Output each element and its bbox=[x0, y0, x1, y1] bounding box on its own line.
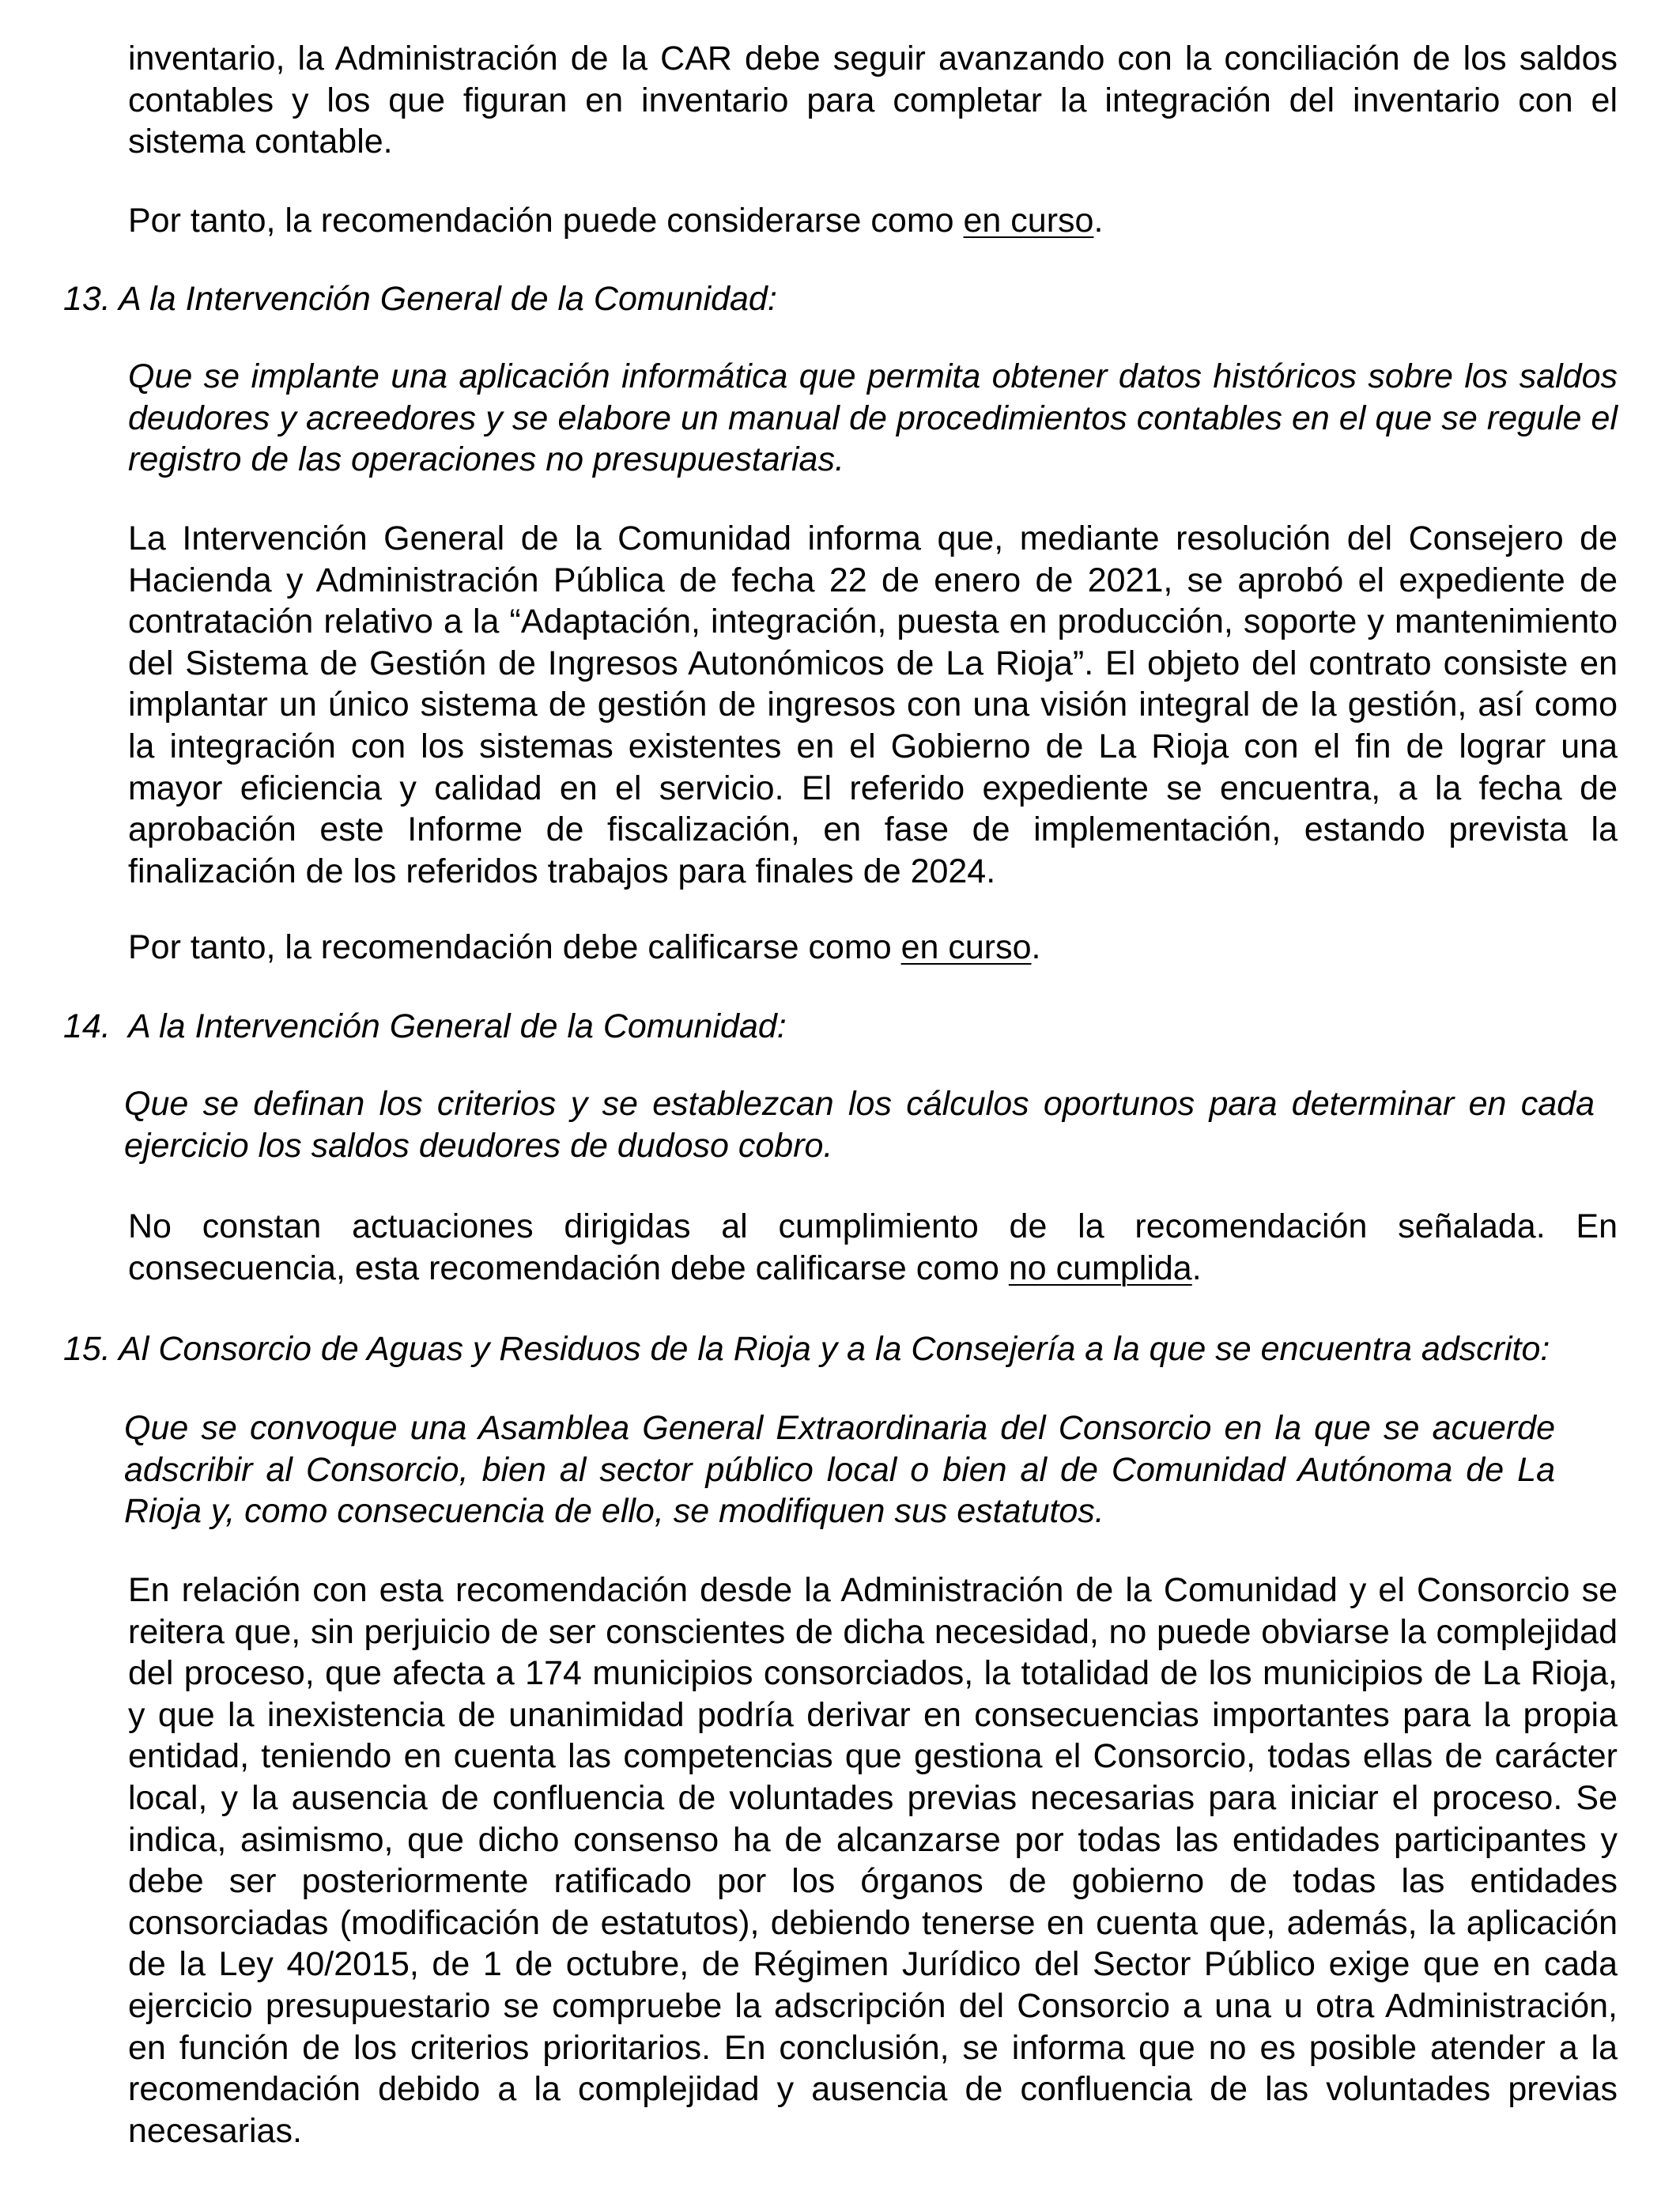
status-no-cumplida: no cumplida bbox=[1008, 1249, 1192, 1287]
recommendation-heading-14 bbox=[63, 1006, 787, 1048]
conclusion-text: Por tanto, la recomendación puede considerarse como bbox=[128, 202, 964, 240]
status-en-curso: en curso bbox=[963, 202, 1094, 240]
conclusion-paragraph-12 bbox=[128, 200, 1618, 242]
recommendation-text-13: Que se implante una aplicación informática que permita obtener datos históricos sobre los saldos deudores y acreedores y se elabore un manual de procedimientos contables en el que se regule el registro de las operaciones no presupuestarias. bbox=[128, 357, 1618, 479]
intro-paragraph: inventario, la Administración de la CAR debe seguir avanzando con la conciliación de los saldos contables y los que figuran en inventario para completar la integración del inventario con el sistema contable. bbox=[128, 40, 1618, 161]
conclusion-period: . bbox=[1031, 928, 1041, 966]
recommendation-heading-15 bbox=[63, 1328, 1550, 1370]
recommendation-heading-13 bbox=[63, 278, 777, 320]
heading-title: A la Intervención General de la Comunidad: bbox=[128, 1007, 787, 1045]
conclusion-text: Por tanto, la recomendación debe calificarse como bbox=[128, 928, 901, 966]
conclusion-paragraph-13 bbox=[128, 927, 1618, 969]
conclusion-period: . bbox=[1093, 202, 1104, 240]
heading-number: 15. bbox=[63, 1330, 111, 1368]
response-period: . bbox=[1191, 1249, 1202, 1287]
heading-number: 14. bbox=[63, 1007, 111, 1045]
status-en-curso: en curso bbox=[900, 928, 1032, 966]
response-text: No constan actuaciones dirigidas al cumplimiento de la recomendación señalada. En consecuencia, esta recomendación debe calificarse como bbox=[128, 1207, 1618, 1287]
recommendation-text-15: Que se convoque una Asamblea General Extraordinaria del Consorcio en la que se acuerde adscribir al Consorcio, bien al sector público local o bien al de Comunidad Autónoma de La Rioja y, como consecuencia de ello, se modifiquen sus estatutos. bbox=[124, 1409, 1555, 1531]
recommendation-text-14: Que se definan los criterios y se establezcan los cálculos oportunos para determinar en cada ejercicio los saldos deudores de dudoso cobro. bbox=[124, 1085, 1595, 1165]
response-paragraph-13: La Intervención General de la Comunidad informa que, mediante resolución del Consejero de Hacienda y Administración Pública de fecha 22 de enero de 2021, se aprobó el expediente de contratación relativo a la “Adaptación, integración, puesta en producción, soporte y mantenimiento del Sistema de Gestión de Ingresos Autonómicos de La Rioja”. El objeto del contrato consiste en implantar un único sistema de gestión de ingresos con una visión integral de la gestión, así como la integración con los sistemas existentes en el Gobierno de La Rioja con el fin de lograr una mayor eficiencia y calidad en el servicio. El referido expediente se encuentra, a la fecha de aprobación este Informe de fiscalización, en fase de implementación, estando prevista la finalización de los referidos trabajos para finales de 2024. bbox=[128, 519, 1618, 890]
response-paragraph-15: En relación con esta recomendación desde la Administración de la Comunidad y el Consorcio se reitera que, sin perjuicio de ser conscientes de dicha necesidad, no puede obviarse la complejidad del proceso, que afecta a 174 municipios consorciados, la totalidad de los municipios de La Rioja, y que la inexistencia de unanimidad podría derivar en consecuencias importantes para la propia entidad, teniendo en cuenta las competencias que gestiona el Consorcio, todas ellas de carácter local, y la ausencia de confluencia de voluntades previas necesarias para iniciar el proceso. Se indica, asimismo, que dicho consenso ha de alcanzarse por todas las entidades participantes y debe ser posteriormente ratificado por los órganos de gobierno de todas las entidades consorciadas (modificación de estatutos), debiendo tenerse en cuenta que, además, la aplicación de la Ley 40/2015, de 1 de octubre, de Régimen Jurídico del Sector Público exige que en cada ejercicio presupuestario se compruebe la adscripción del Consorcio a una u otra Administración, en función de los criterios prioritarios. En conclusión, se informa que no es posible atender a la recomendación debido a la complejidad y ausencia de confluencia de las voluntades previas necesarias. bbox=[128, 1571, 1618, 2150]
heading-title: Al Consorcio de Aguas y Residuos de la Rioja y a la Consejería a la que se encuentra adscrito: bbox=[119, 1330, 1550, 1368]
response-paragraph-14 bbox=[128, 1206, 1618, 1289]
heading-title: A la Intervención General de la Comunidad: bbox=[119, 280, 777, 318]
heading-number: 13. bbox=[63, 280, 111, 318]
